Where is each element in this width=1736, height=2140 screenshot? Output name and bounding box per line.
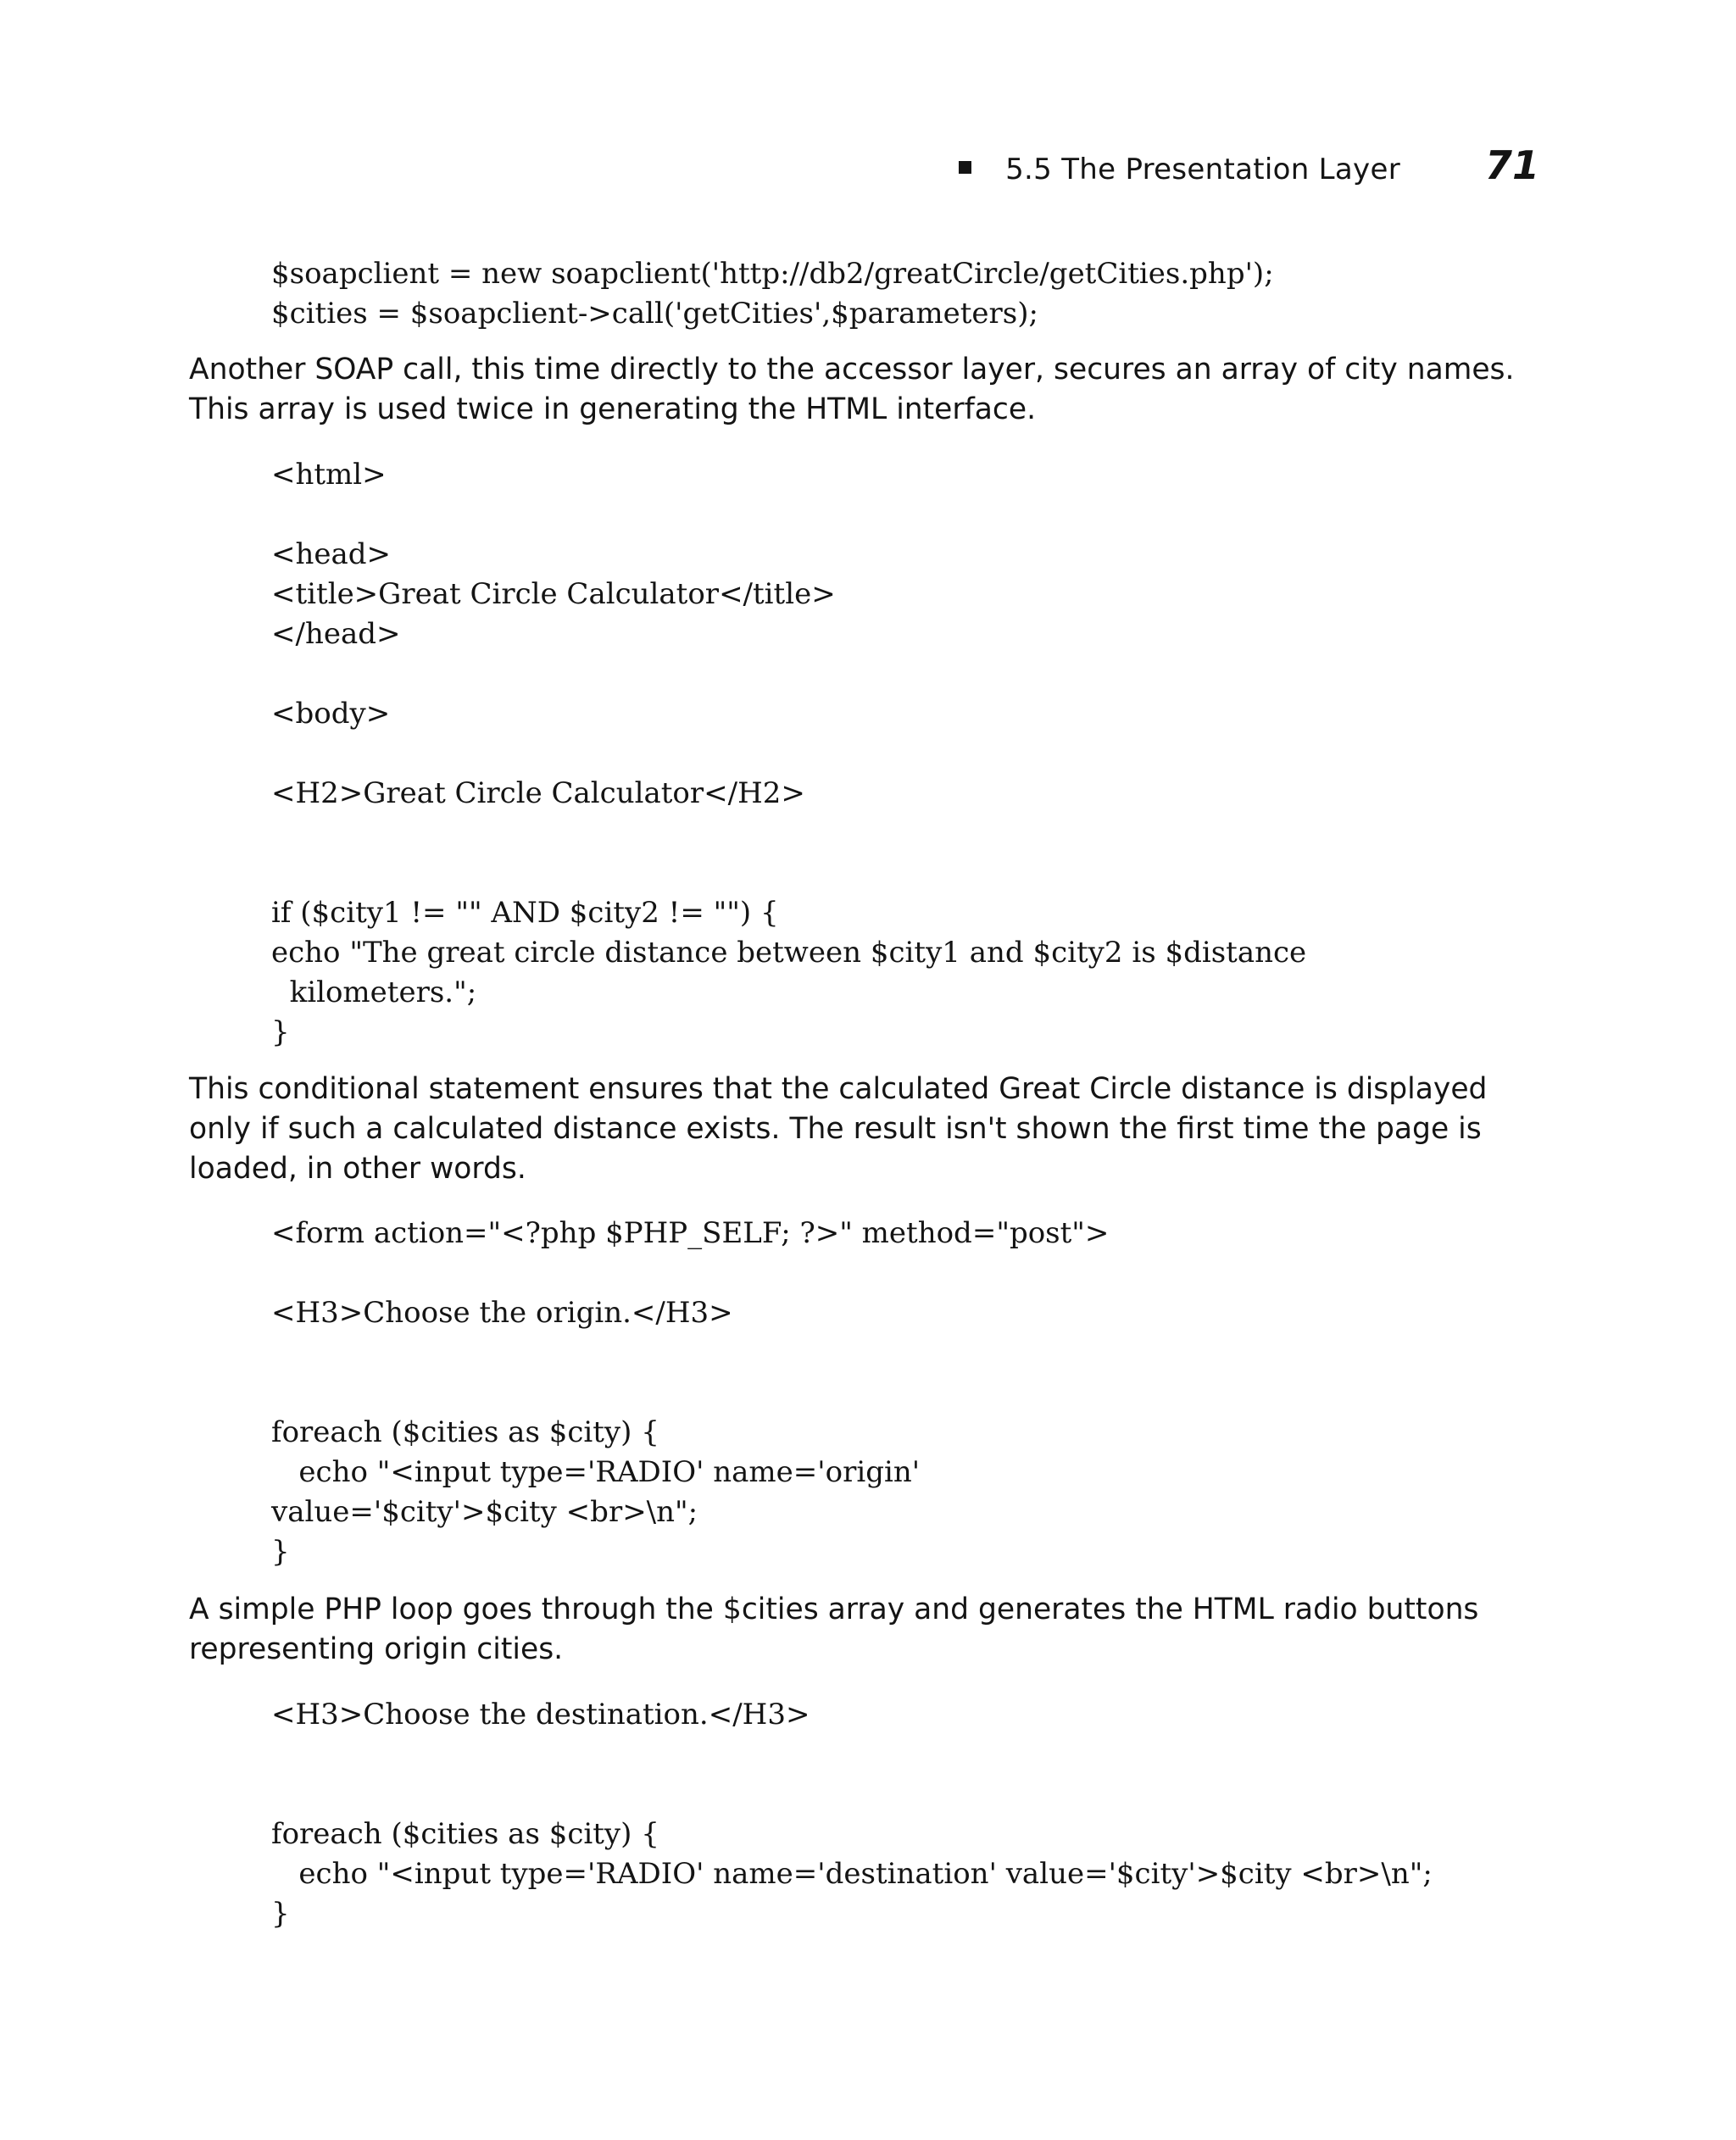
paragraph-conditional: This conditional statement ensures that the calculated Great Circle distance is displayed only if such a calculated distance exists. The result isn't shown the first time the page is loaded, in other words. bbox=[189, 1072, 1488, 1186]
code-block-soap-call: $soapclient = new soapclient('http://db2/greatCircle/getCities.php'); $cities = $soapclient->call('getCities',$parameters); bbox=[271, 257, 1274, 331]
page-number: 71 bbox=[1484, 142, 1539, 188]
paragraph-soap-call: Another SOAP call, this time directly to the accessor layer, secures an array of city names. This array is used twice in generating the HTML interface. bbox=[189, 353, 1515, 426]
code-block-origin-form: <form action="<?php $PHP_SELF; ?>" method="post"> <H3>Choose the origin.</H3> foreach ($cities as $city) { echo "<input type='RADIO' name='origin' value='$city'>$city <br>\n"; } bbox=[271, 1216, 1110, 1569]
section-title: 5.5 The Presentation Layer bbox=[1005, 153, 1400, 186]
code-block-html-head: <html> <head> <title>Great Circle Calculator</title> </head> <body> <H2>Great Circle Calculator</H2> if ($city1 != "" AND $city2 != "") { echo "The great circle distance between $city1 and $city2 is $distance kilometers."; } bbox=[271, 458, 1307, 1049]
running-head bbox=[959, 142, 1539, 188]
bullet-icon bbox=[959, 161, 971, 174]
paragraph-php-loop: A simple PHP loop goes through the $cities array and generates the HTML radio buttons representing origin cities. bbox=[189, 1592, 1479, 1666]
code-block-destination: <H3>Choose the destination.</H3> foreach ($cities as $city) { echo "<input type='RADIO' name='destination' value='$city'>$city <br>\n"; } bbox=[271, 1698, 1433, 1931]
